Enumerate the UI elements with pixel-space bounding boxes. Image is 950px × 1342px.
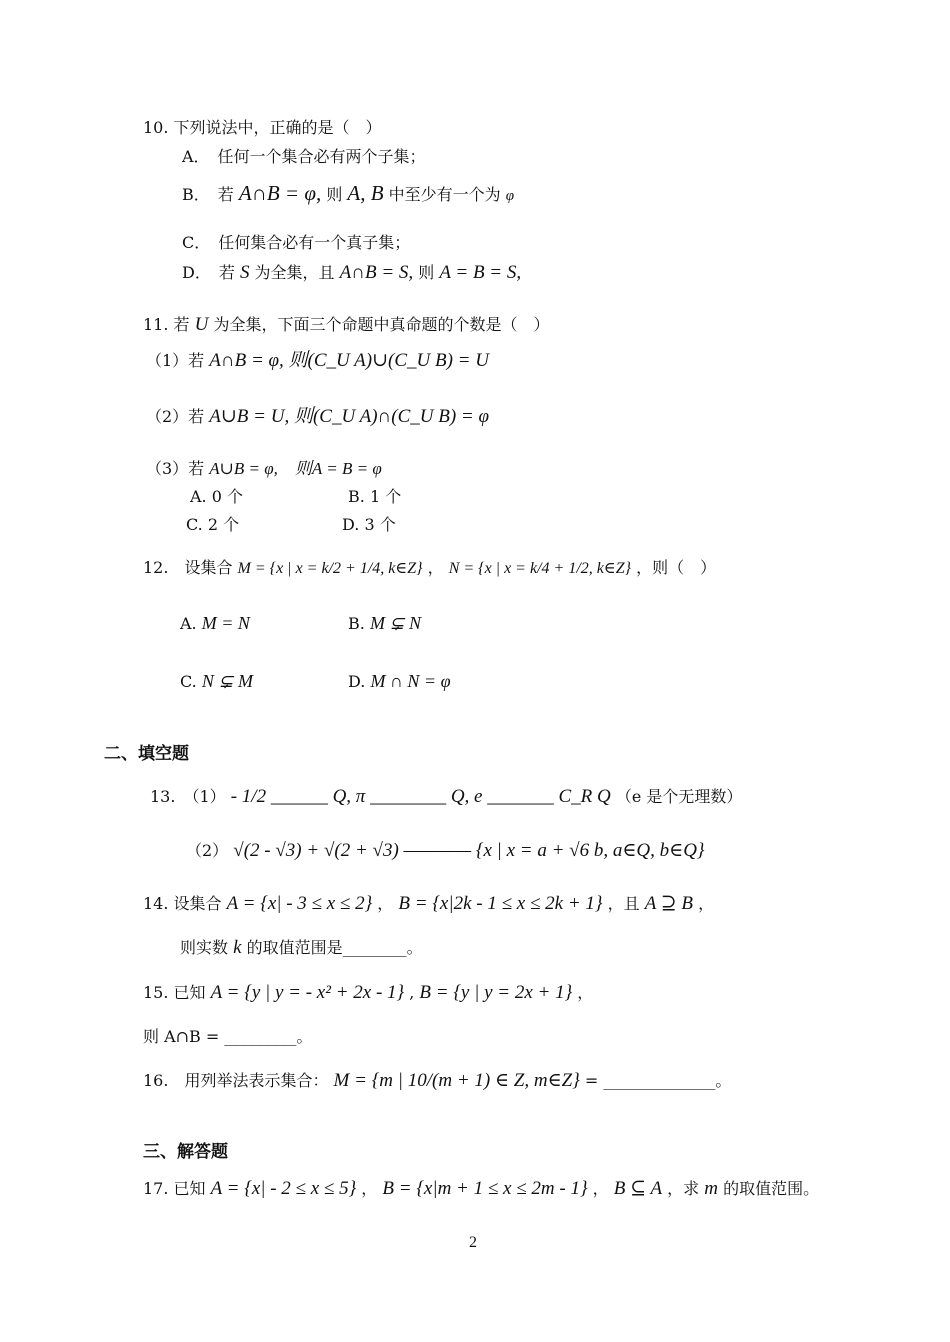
q12-b-value: M ⊊ N xyxy=(369,613,422,633)
q14-a-set: A = {x| - 3 ≤ x ≤ 2} xyxy=(226,893,373,914)
q13-p1-label: 13. （1） xyxy=(150,787,226,806)
q11-option-c xyxy=(186,514,239,536)
q13-p1-expression: - 1/2 ______ Q, π ________ Q, e _______ C_R Q xyxy=(230,786,611,807)
q10-d-then: 则 xyxy=(418,263,435,282)
q11-p1-label: （1）若 xyxy=(146,351,205,370)
q17-relation: B ⊆ A xyxy=(613,1178,663,1199)
q16-stem-text: 16. 用列举法表示集合： xyxy=(143,1071,329,1090)
q14-line2-suffix: 的取值范围是________。 xyxy=(246,938,423,957)
q12-d-label: D. xyxy=(348,672,366,691)
q17-stem xyxy=(143,1178,819,1200)
q11-p1-math: A∩B = φ, 则(C_U A)∪(C_U B) = U xyxy=(209,350,489,371)
q11-d-label: D. xyxy=(342,515,360,534)
page-number: 2 xyxy=(469,1234,477,1251)
q10-b-phi: φ xyxy=(505,188,515,204)
q12-option-d xyxy=(348,670,451,693)
q11-p3-label: （3）若 xyxy=(146,459,205,478)
q14-line2-prefix: 则实数 xyxy=(180,938,229,957)
q16-tail: = ______________。 xyxy=(584,1071,732,1090)
q10-d-prefix: D． 若 xyxy=(182,263,235,282)
q11-b-label: B. xyxy=(348,487,365,506)
q14-stem-prefix: 14. 设集合 xyxy=(143,894,222,913)
q11-c-label: C. xyxy=(186,515,203,534)
q10-option-a: A． 任何一个集合必有两个子集； xyxy=(182,147,426,166)
q15-stem xyxy=(143,982,593,1004)
q14-line-2 xyxy=(180,937,423,959)
q10-b-math2: A, B xyxy=(347,181,384,205)
q12-m-set: M = {x | x = k/2 + 1/4, k∈Z} xyxy=(237,560,423,577)
q11-a-value: 0 个 xyxy=(211,487,244,506)
q11-proposition-3 xyxy=(146,458,382,480)
q12-option-c xyxy=(180,670,253,693)
q15-comma: , xyxy=(409,983,415,1002)
q11-proposition-2 xyxy=(146,406,489,428)
q12-c-label: C. xyxy=(180,672,197,691)
q17-comma2: ， xyxy=(592,1179,609,1198)
q11-d-value: 3 个 xyxy=(364,515,396,534)
q14-b-set: B = {x|2k - 1 ≤ x ≤ 2k + 1} xyxy=(398,893,603,914)
section-heading-fill-in: 二、填空题 xyxy=(104,744,189,764)
q10-d-math2: A = B = S, xyxy=(439,262,522,283)
q15-b-set: B = {y | y = 2x + 1} xyxy=(419,982,573,1003)
q10-option-d xyxy=(182,262,521,284)
q14-k: k xyxy=(233,937,242,958)
q12-b-label: B. xyxy=(348,614,365,633)
q12-a-label: A. xyxy=(180,614,197,633)
q16-math: M = {m | 10/(m + 1) ∈ Z, m∈Z} xyxy=(333,1070,580,1091)
q11-c-value: 2 个 xyxy=(207,515,240,534)
q11-b-value: 1 个 xyxy=(369,487,402,506)
section-heading-solutions: 三、解答题 xyxy=(143,1142,228,1162)
q14-relation: A ⊇ B xyxy=(644,893,693,914)
q12-stem-suffix: ，则（ ） xyxy=(636,558,717,577)
q17-ask: ，求 xyxy=(667,1179,700,1198)
q12-option-b xyxy=(348,612,421,635)
q17-a-set: A = {x| - 2 ≤ x ≤ 5} xyxy=(210,1178,357,1199)
q10-d-math: A∩B = S, xyxy=(339,262,414,283)
q12-stem-prefix: 12. 设集合 xyxy=(143,558,233,577)
q17-m: m xyxy=(704,1178,719,1199)
q11-u: U xyxy=(194,314,209,335)
q14-and: ，且 xyxy=(607,894,640,913)
q11-a-label: A. xyxy=(190,487,207,506)
q13-p2-expression: √(2 - √3) + √(2 + √3) ———— {x | x = a + √6 b, a∈Q, b∈Q} xyxy=(233,840,705,861)
q14-tail: ， xyxy=(698,894,715,913)
q15-stem-prefix: 15. 已知 xyxy=(143,983,206,1002)
q12-separator: ， xyxy=(427,558,444,577)
q11-p2-label: （2）若 xyxy=(146,407,205,426)
q11-proposition-1 xyxy=(146,350,489,372)
q13-p2-label: （2） xyxy=(186,841,229,860)
q12-d-value: M ∩ N = φ xyxy=(370,671,451,691)
q12-c-value: N ⊊ M xyxy=(201,671,253,691)
q15-line-2: 则 A∩B = _________。 xyxy=(143,1027,313,1046)
q11-option-d xyxy=(342,514,396,536)
q15-a-set: A = {y | y = - x² + 2x - 1} xyxy=(210,982,405,1003)
q10-b-suffix: 中至少有一个为 xyxy=(388,185,501,204)
q10-b-math: A∩B = φ, xyxy=(238,181,322,205)
q13-part-2 xyxy=(186,840,705,862)
q10-option-b xyxy=(182,182,514,207)
q12-stem xyxy=(143,557,716,580)
q10-stem: 10. 下列说法中，正确的是（ ） xyxy=(143,118,382,137)
q15-tail: ， xyxy=(577,983,594,1002)
q14-stem xyxy=(143,893,714,915)
q11-p2-math: A∪B = U, 则(C_U A)∩(C_U B) = φ xyxy=(209,406,489,427)
q17-stem-prefix: 17. 已知 xyxy=(143,1179,206,1198)
q13-part-1 xyxy=(150,786,742,808)
q14-comma: ， xyxy=(377,894,394,913)
q10-b-prefix: B． 若 xyxy=(182,185,234,204)
q11-stem-suffix: 为全集，下面三个命题中真命题的个数是（ ） xyxy=(213,315,550,334)
q10-b-then: 则 xyxy=(326,185,343,204)
q11-p3-math: A∪B = φ, 则A = B = φ xyxy=(209,459,382,478)
q16-stem xyxy=(143,1070,731,1092)
q12-a-value: M = N xyxy=(201,613,250,633)
q10-d-mid: 为全集，且 xyxy=(254,263,335,282)
q11-stem xyxy=(143,314,549,336)
q10-option-c: C． 任何集合必有一个真子集； xyxy=(182,233,411,252)
q12-option-a xyxy=(180,612,250,635)
q11-option-b xyxy=(348,486,401,508)
q17-b-set: B = {x|m + 1 ≤ x ≤ 2m - 1} xyxy=(382,1178,588,1199)
q17-comma: ， xyxy=(361,1179,378,1198)
q11-stem-prefix: 11. 若 xyxy=(143,315,190,334)
q11-option-a xyxy=(190,486,243,508)
q10-d-s: S xyxy=(239,262,250,283)
q12-n-set: N = {x | x = k/4 + 1/2, k∈Z} xyxy=(448,560,631,577)
q17-suffix: 的取值范围。 xyxy=(723,1179,820,1198)
q13-p1-note: （e 是个无理数） xyxy=(615,787,743,806)
